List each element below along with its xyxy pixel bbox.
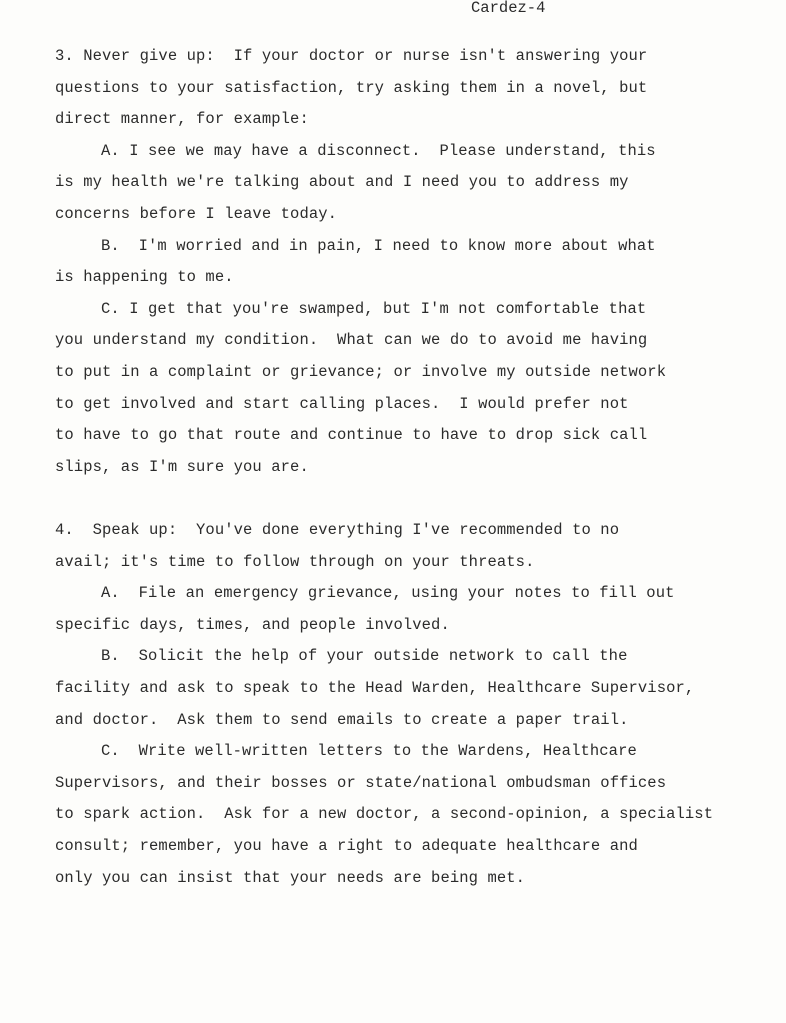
text-line: Supervisors, and their bosses or state/national ombudsman offices [55, 773, 667, 792]
text-line: to put in a complaint or grievance; or involve my outside network [55, 363, 667, 381]
text-line: B. Solicit the help of your outside network to call the [101, 647, 628, 666]
text-line: A. I see we may have a disconnect. Please understand, this [101, 141, 656, 160]
text-line: to get involved and start calling places. I would prefer not [55, 394, 629, 413]
text-line: specific days, times, and people involved. [55, 615, 450, 634]
page-header: Cardez-4 [471, 0, 546, 17]
text-line: to have to go that route and continue to have to drop sick call [55, 426, 648, 445]
text-line: concerns before I leave today. [55, 205, 338, 223]
text-line: and doctor. Ask them to send emails to create a paper trail. [55, 710, 629, 729]
text-line: is my health we're talking about and I need you to address my [55, 173, 629, 192]
text-line: to spark action. Ask for a new doctor, a second-opinion, a specialist [55, 805, 714, 824]
text-line: avail; it's time to follow through on your threats. [55, 552, 535, 571]
text-line: A. File an emergency grievance, using your notes to fill out [101, 584, 675, 603]
text-line: C. Write well-written letters to the Wardens, Healthcare [101, 742, 637, 761]
text-line: 3. Never give up: If your doctor or nurse isn't answering your [55, 47, 648, 65]
text-line: you understand my condition. What can we do to avoid me having [55, 331, 648, 350]
text-line: B. I'm worried and in pain, I need to know more about what [101, 236, 656, 255]
text-line: facility and ask to speak to the Head Warden, Healthcare Supervisor, [55, 679, 695, 697]
text-line: direct manner, for example: [55, 110, 309, 129]
text-line: 4. Speak up: You've done everything I've recommended to no [55, 521, 620, 539]
text-line: consult; remember, you have a right to adequate healthcare and [55, 837, 638, 855]
text-line: slips, as I'm sure you are. [55, 457, 309, 476]
text-line: questions to your satisfaction, try asking them in a novel, but [55, 78, 648, 97]
text-line: is happening to me. [55, 268, 234, 287]
text-line: C. I get that you're swamped, but I'm not comfortable that [101, 299, 647, 318]
text-line: only you can insist that your needs are being met. [55, 868, 526, 887]
